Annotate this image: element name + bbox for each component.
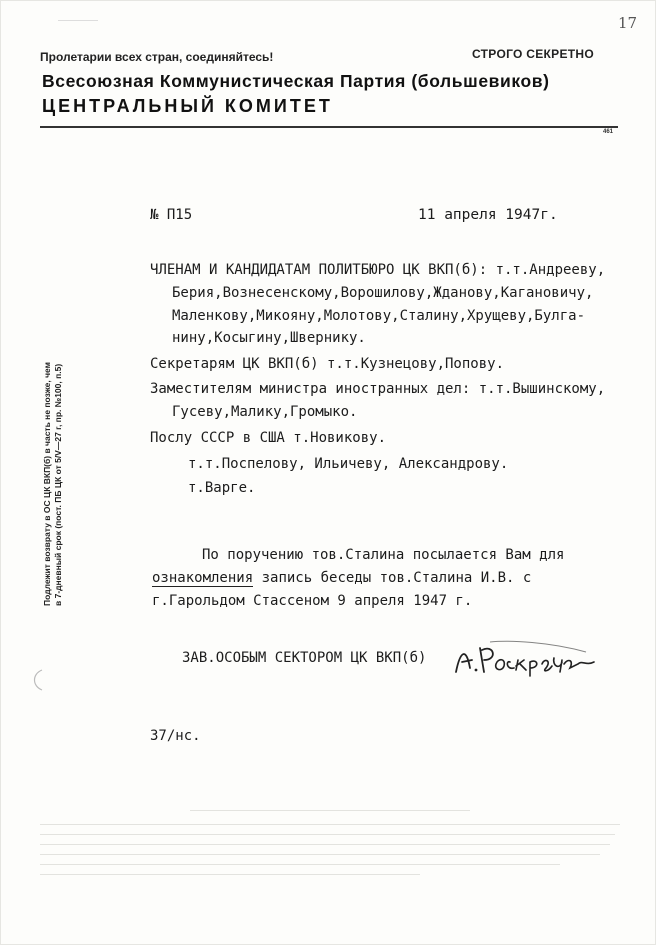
organization-title: Всесоюзная Коммунистическая Партия (большевиков) — [42, 71, 550, 91]
addressee-politburo-line-3: Маленкову,Микояну,Молотову,Сталину,Хрущеву,Булга- — [172, 308, 586, 324]
underlined-word: ознакомления — [152, 570, 254, 586]
header-divider — [40, 126, 618, 128]
committee-title: ЦЕНТРАЛЬНЫЙ КОМИТЕТ — [42, 96, 333, 116]
faint-archive-mark — [58, 10, 98, 21]
signature-scribble — [450, 638, 600, 682]
reference-number: 37/нс. — [150, 728, 201, 744]
addressee-politburo-line-4: нину,Косыгину,Швернику. — [172, 330, 366, 346]
addressee-others-line-1: т.т.Поспелову, Ильичеву, Александрову. — [188, 456, 509, 472]
faint-archive-stamp-area — [40, 806, 620, 886]
addressee-others-line-2: т.Варге. — [188, 480, 256, 496]
return-instruction-line-1: Подлежит возврату в ОС ЦК ВКП(б) в часть не позже, чем — [42, 362, 52, 606]
archive-page-number: 17 — [618, 14, 638, 32]
form-code: 461 — [603, 129, 614, 135]
party-slogan: Пролетарии всех стран, соединяйтесь! — [40, 50, 274, 64]
document-number: № П15 — [150, 207, 193, 223]
addressee-secretaries: Секретарям ЦК ВКП(б) т.т.Кузнецову,Попову. — [150, 356, 505, 372]
handwritten-signature — [450, 638, 600, 686]
pencil-mark-shape — [28, 668, 48, 692]
classification-label: СТРОГО СЕКРЕТНО — [472, 47, 595, 61]
addressee-deputies-line-2: Гусеву,Малику,Громыко. — [172, 404, 358, 420]
addressee-deputies-line-1: Заместителям министра иностранных дел: т.т.Вышинскому, — [150, 381, 606, 397]
body-line-1: По поручению тов.Сталина посылается Вам для — [202, 547, 565, 563]
return-instruction-note — [42, 362, 64, 606]
addressee-politburo-line-2: Берия,Вознесенскому,Ворошилову,Жданову,Кагановичу, — [172, 285, 594, 301]
body-line-3: г.Гарольдом Стассеном 9 апреля 1947 г. — [152, 593, 473, 609]
margin-pencil-mark — [28, 668, 48, 696]
addressee-ambassador: Послу СССР в США т.Новикову. — [150, 430, 387, 446]
body-line-2-rest: запись беседы тов.Сталина И.В. с — [253, 570, 532, 586]
signoff-title: ЗАВ.ОСОБЫМ СЕКТОРОМ ЦК ВКП(б) — [182, 650, 427, 666]
document-date: 11 апреля 1947г. — [418, 207, 558, 223]
body-line-2 — [152, 570, 531, 586]
addressee-politburo-line-1: ЧЛЕНАМ И КАНДИДАТАМ ПОЛИТБЮРО ЦК ВКП(б): т.т.Андрееву, — [150, 262, 606, 278]
return-instruction-line-2: в 7-дневный срок (пост. ПБ ЦК от 5/V—27 г, пр. №100, п.5) — [53, 363, 63, 606]
